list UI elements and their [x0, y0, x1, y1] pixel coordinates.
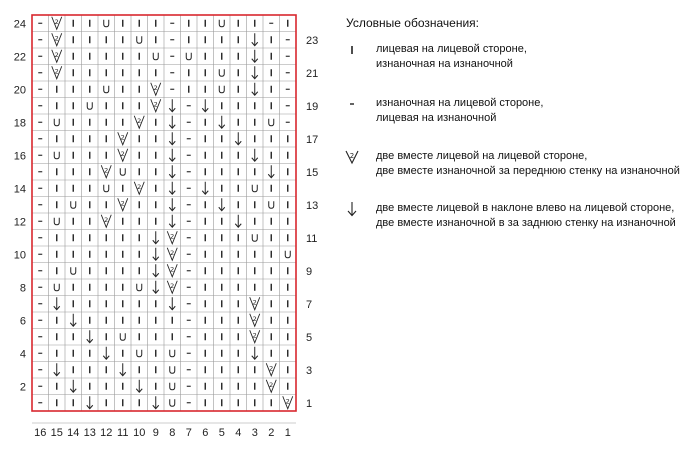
column-label: 1 [284, 427, 291, 439]
yarn-over-icon [219, 69, 224, 76]
row-label: 9 [306, 265, 313, 278]
yarn-over-icon [120, 333, 125, 340]
k2tog-digit: 2 [120, 149, 125, 158]
k2tog-digit: 2 [104, 215, 109, 224]
column-label: 9 [152, 427, 159, 439]
row-label: 7 [306, 298, 313, 311]
yarn-over-icon [87, 102, 92, 109]
legend-ssk-line-2: две вместе изнаночной в за заднюю стенку на изнаночной [376, 217, 676, 229]
legend-purl-line-1: изнаночная на лицевой стороне, [376, 97, 544, 109]
column-label: 3 [251, 427, 258, 439]
row-label: 24 [13, 18, 26, 31]
k2tog-digit: 2 [170, 281, 175, 290]
yarn-over-icon [54, 119, 59, 126]
column-label: 12 [100, 427, 113, 439]
yarn-over-icon [54, 218, 59, 225]
row-label: 22 [13, 51, 26, 64]
row-label: 1 [306, 397, 313, 410]
yarn-over-icon [219, 20, 224, 27]
legend-knit-line-1: лицевая на лицевой стороне, [376, 43, 527, 55]
row-label: 12 [13, 216, 26, 229]
yarn-over-icon [120, 168, 125, 175]
row-label: 17 [306, 133, 319, 146]
yarn-over-icon [170, 383, 175, 390]
yarn-over-icon [285, 251, 290, 258]
k2tog-digit: 2 [137, 116, 142, 125]
k2tog-digit: 2 [269, 380, 274, 389]
column-label: 13 [83, 427, 96, 439]
yarn-over-icon [170, 366, 175, 373]
yarn-over-icon [170, 350, 175, 357]
row-label: 23 [306, 34, 319, 47]
yarn-over-icon [153, 53, 158, 60]
column-label: 14 [67, 427, 80, 439]
legend-k2tog-line-1: две вместе лицевой на лицевой стороне, [376, 150, 588, 162]
k2tog-digit: 2 [54, 50, 59, 59]
yarn-over-icon [104, 20, 109, 27]
yarn-over-icon [269, 201, 274, 208]
yarn-over-icon [186, 53, 191, 60]
k2tog-digit: 2 [252, 298, 257, 307]
yarn-over-icon [137, 36, 142, 43]
row-label: 5 [306, 331, 313, 344]
yarn-over-icon [170, 399, 175, 406]
yarn-over-icon [269, 119, 274, 126]
row-label: 20 [13, 84, 26, 97]
k2tog-digit: 2 [170, 248, 175, 257]
purl-stitch-icon [342, 96, 362, 112]
k2tog-digit: 2 [54, 34, 59, 43]
yarn-over-icon [54, 284, 59, 291]
k2tog-digit: 2 [137, 182, 142, 191]
row-label: 15 [306, 166, 319, 179]
row-label: 16 [13, 150, 26, 163]
yarn-over-icon [104, 86, 109, 93]
column-label: 6 [202, 427, 209, 439]
k2tog-digit: 2 [252, 331, 257, 340]
yarn-over-icon [54, 152, 59, 159]
column-label: 4 [235, 427, 242, 439]
k2tog-digit: 2 [269, 364, 274, 373]
column-label: 11 [117, 427, 129, 439]
column-label: 8 [169, 427, 176, 439]
k2tog-digit: 2 [153, 100, 158, 109]
column-label: 2 [268, 427, 275, 439]
k2tog-digit: 2 [285, 397, 290, 406]
row-label: 3 [306, 364, 313, 377]
row-label: 21 [306, 67, 319, 80]
row-label: 13 [306, 199, 319, 212]
k2tog-digit: 2 [252, 314, 257, 323]
row-label: 19 [306, 100, 319, 113]
row-label: 6 [19, 315, 26, 328]
yarn-over-icon [219, 86, 224, 93]
legend-k2tog-line-2: две вместе изнаночной за переднюю стенку на изнаночной [376, 165, 680, 177]
k2tog-digit: 2 [153, 83, 158, 92]
legend-ssk-line-1: две вместе лицевой в наклоне влево на лицевой стороне, [376, 202, 675, 214]
k2tog-digit: 2 [54, 17, 59, 26]
yarn-over-icon [252, 234, 257, 241]
k2tog-digit: 2 [120, 133, 125, 142]
column-label: 15 [50, 427, 63, 439]
row-label: 10 [13, 249, 26, 262]
yarn-over-icon [137, 284, 142, 291]
row-label: 11 [306, 232, 318, 245]
knitting-chart [0, 0, 340, 452]
yarn-over-icon [71, 267, 76, 274]
k2tog-digit: 2 [104, 166, 109, 175]
yarn-over-icon [104, 185, 109, 192]
yarn-over-icon [71, 201, 76, 208]
yarn-over-icon [252, 185, 257, 192]
knit-stitch-icon [342, 42, 362, 58]
row-label: 14 [13, 183, 26, 196]
column-label: 7 [185, 427, 192, 439]
column-label: 16 [34, 427, 47, 439]
row-label: 2 [19, 381, 26, 394]
svg-text:2: 2 [349, 152, 355, 160]
ssk-icon [342, 201, 362, 217]
row-label: 4 [19, 348, 26, 361]
row-label: 8 [19, 282, 26, 295]
k2tog-digit: 2 [120, 199, 125, 208]
k2tog-digit: 2 [170, 265, 175, 274]
column-label: 10 [133, 427, 146, 439]
legend-purl-line-2: лицевая на изнаночной [376, 112, 497, 124]
k2tog-digit: 2 [54, 67, 59, 76]
row-label: 18 [13, 117, 26, 130]
legend-knit-line-2: изнаночная на изнаночной [376, 58, 513, 70]
k2tog-digit: 2 [170, 232, 175, 241]
k2tog-icon [342, 149, 362, 165]
legend-title: Условные обозначения: [346, 16, 479, 30]
yarn-over-icon [137, 350, 142, 357]
column-label: 5 [218, 427, 225, 439]
